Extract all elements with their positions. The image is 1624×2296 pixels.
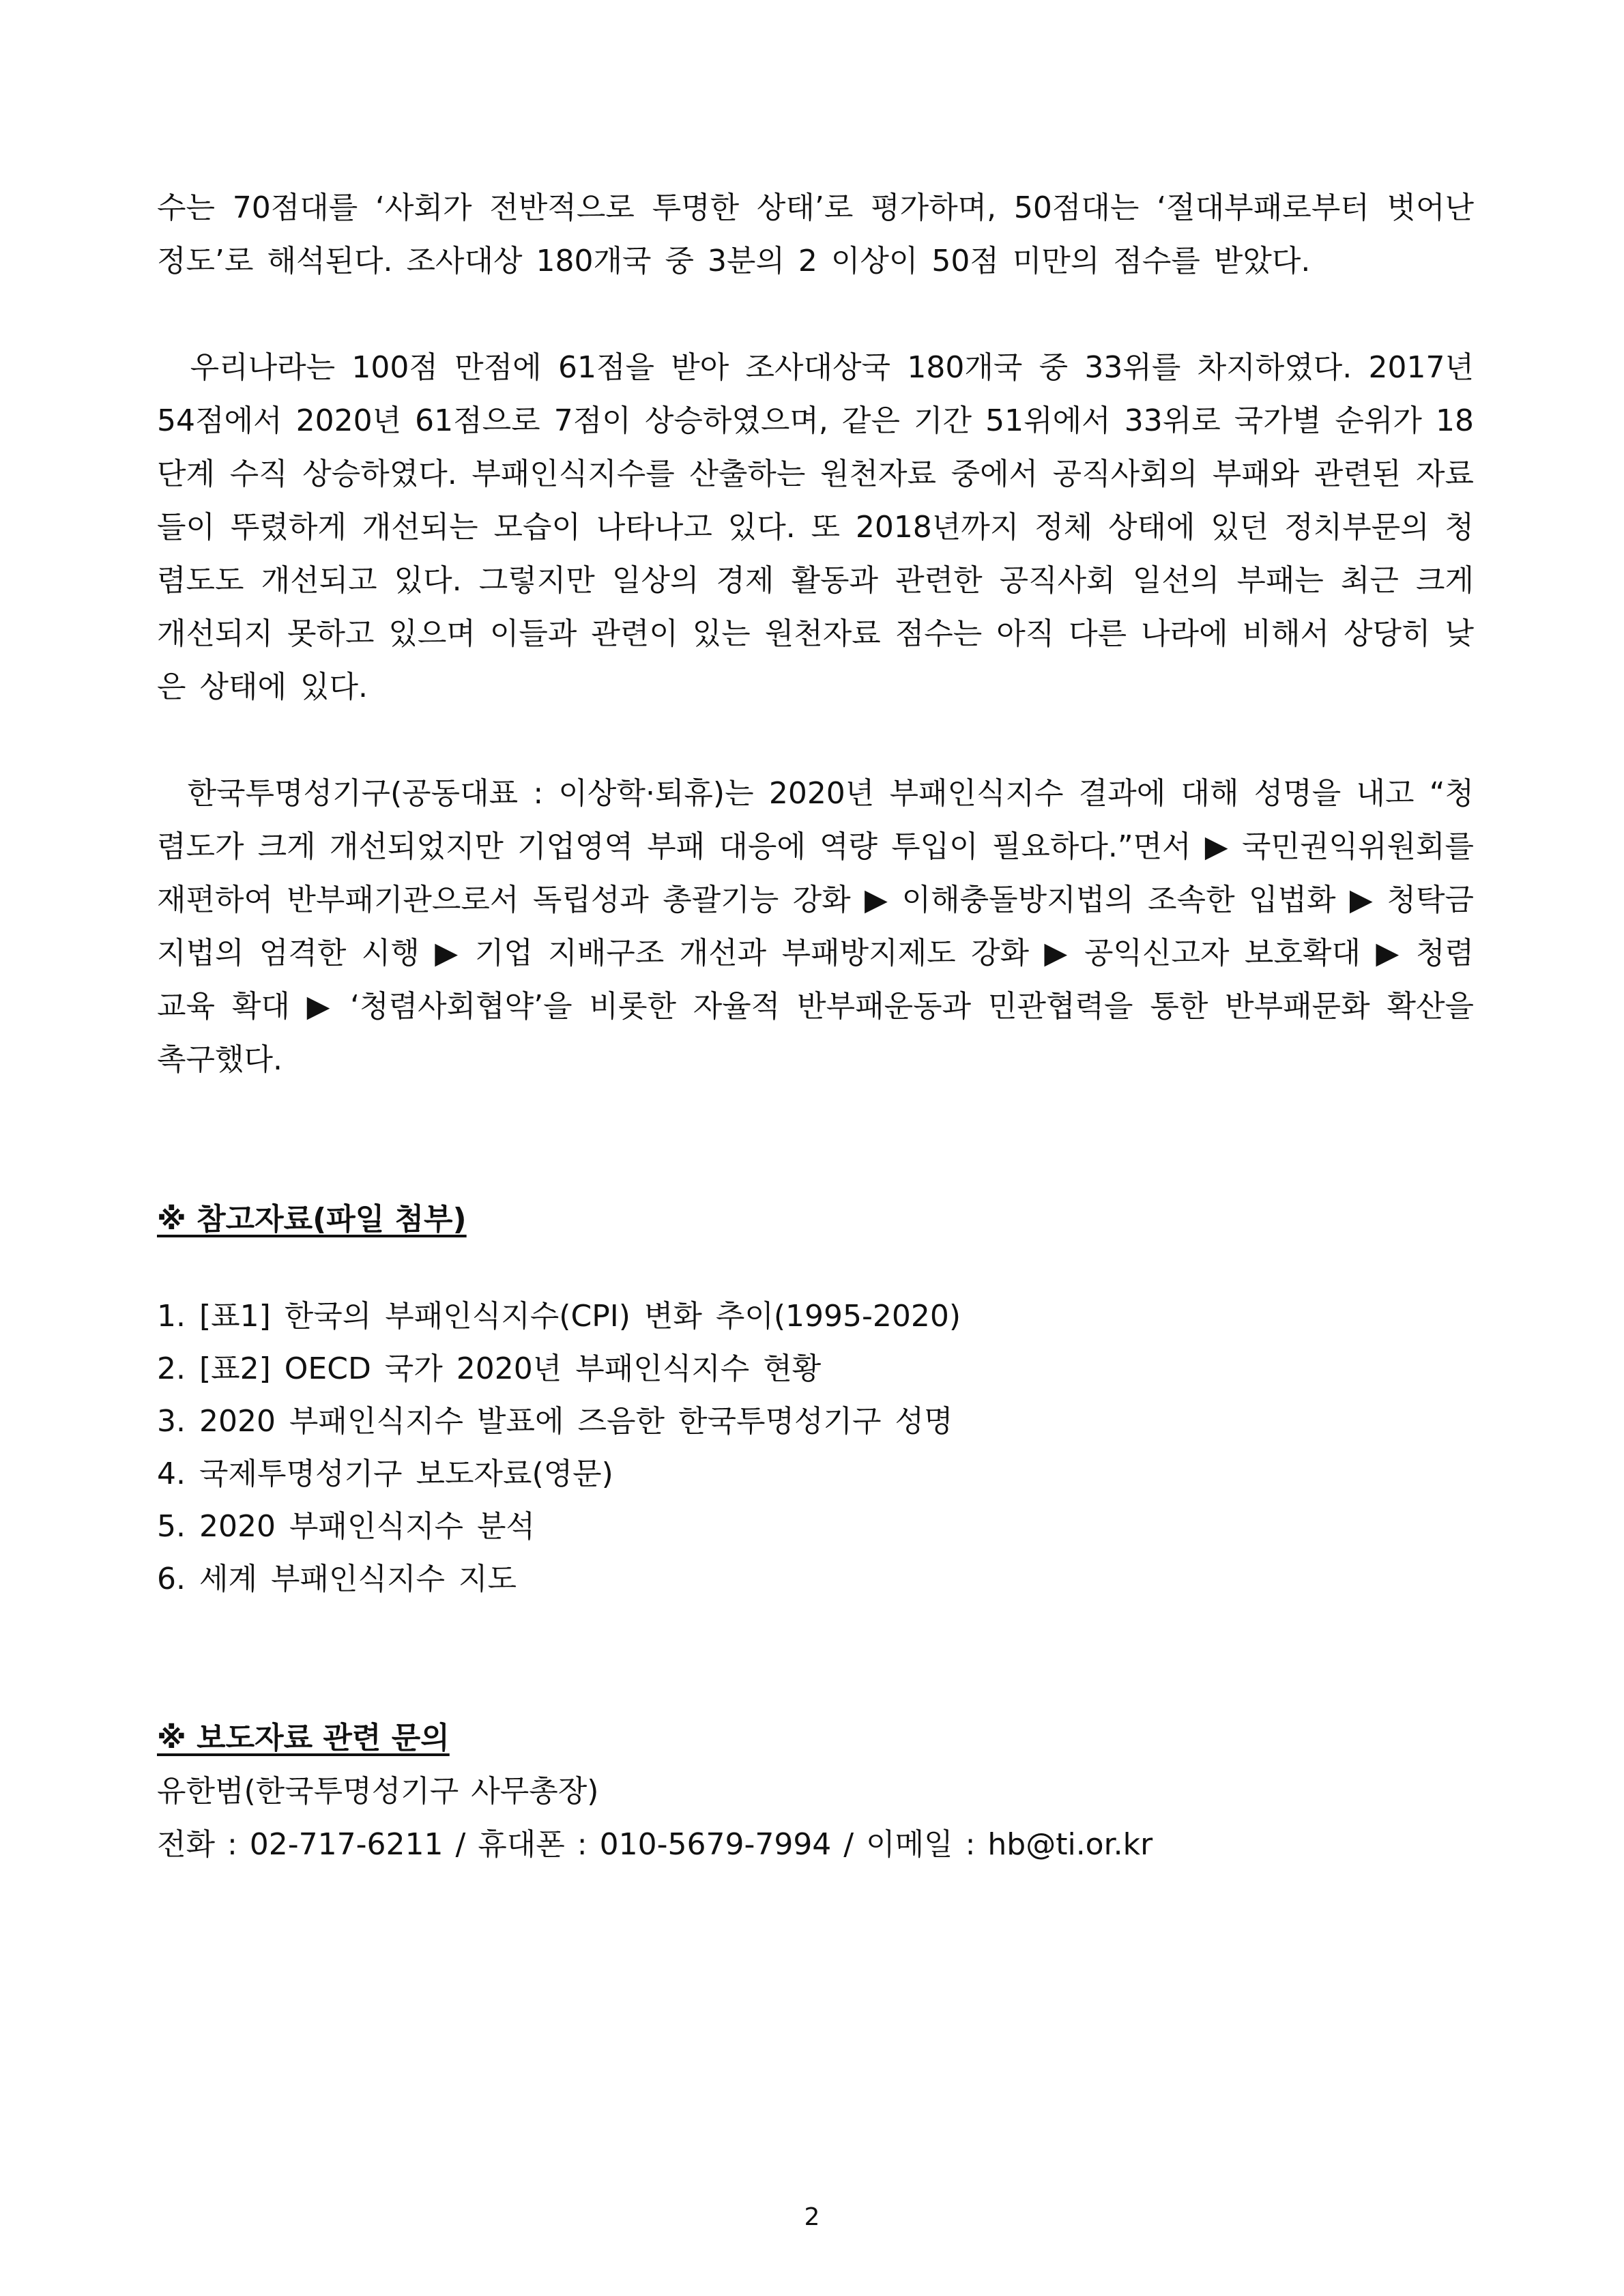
reference-item: 3. 2020 부패인식지수 발표에 즈음한 한국투명성기구 성명 [157, 1404, 953, 1439]
paragraph-cpi-score-meaning: 수는 70점대를 ‘사회가 전반적으로 투명한 상태’로 평가하며, 50점대는 ‘절대부패로부터 벗어난 정도’로 해석된다. 조사대상 180개국 중 3분의 2 이상이 50점 미만의 점수를 받았다. [157, 190, 1474, 278]
document-page [157, 182, 1488, 1871]
paragraph-ti-korea-statement: 한국투명성기구(공동대표 : 이상학·퇴휴)는 2020년 부패인식지수 결과에 대해 성명을 내고 “청렴도가 크게 개선되었지만 기업영역 부패 대응에 역량 투입이 필요하다.”면서 ▶ 국민권익위원회를 재편하여 반부패기관으로서 독립성과 총괄기능 강화 ▶ 이해충돌방지법의 조속한 입법화 ▶ 청탁금지법의 엄격한 시행 ▶ 기업 지배구조 개선과 부패방지제도 강화 ▶ 공익신고자 보호확대 ▶ 청렴교육 확대 ▶ ‘청렴사회협약’을 비롯한 자율적 반부패운동과 민관협력을 통한 반부패문화 확산을 촉구했다. [157, 776, 1488, 1077]
reference-item: 1. [표1] 한국의 부패인식지수(CPI) 변화 추이(1995-2020) [157, 1299, 961, 1334]
reference-item: 2. [표2] OECD 국가 2020년 부패인식지수 현황 [157, 1351, 822, 1386]
references-title: ※ 참고자료(파일 첨부) [157, 1202, 467, 1237]
reference-item: 6. 세계 부패인식지수 지도 [157, 1562, 517, 1596]
contact-name: 유한범(한국투명성기구 사무총장) [157, 1774, 599, 1809]
page-number: 2 [804, 2203, 820, 2231]
contact-details: 전화 : 02-717-6211 / 휴대폰 : 010-5679-7994 / 이메일 : hb@ti.or.kr [157, 1827, 1153, 1862]
paragraph-korea-ranking: 우리나라는 100점 만점에 61점을 받아 조사대상국 180개국 중 33위를 차지하였다. 2017년 54점에서 2020년 61점으로 7점이 상승하였으며, 같은 기간 51위에서 33위로 국가별 순위가 18단계 수직 상승하였다. 부패인식지수를 산출하는 원천자료 중에서 공직사회의 부패와 관련된 자료들이 뚜렸하게 개선되는 모습이 나타나고 있다. 또 2018년까지 정체 상태에 있던 정치부문의 청렴도도 개선되고 있다. 그렇지만 일상의 경제 활동과 관련한 공직사회 일선의 부패는 최근 크게 개선되지 못하고 있으며 이들과 관련이 있는 원천자료 점수는 아직 다른 나라에 비해서 상당히 낮은 상태에 있다. [157, 350, 1488, 704]
reference-item: 5. 2020 부패인식지수 분석 [157, 1509, 535, 1544]
reference-item: 4. 국제투명성기구 보도자료(영문) [157, 1456, 613, 1491]
contact-title: ※ 보도자료 관련 문의 [157, 1721, 450, 1755]
references-list [157, 1290, 1474, 1605]
